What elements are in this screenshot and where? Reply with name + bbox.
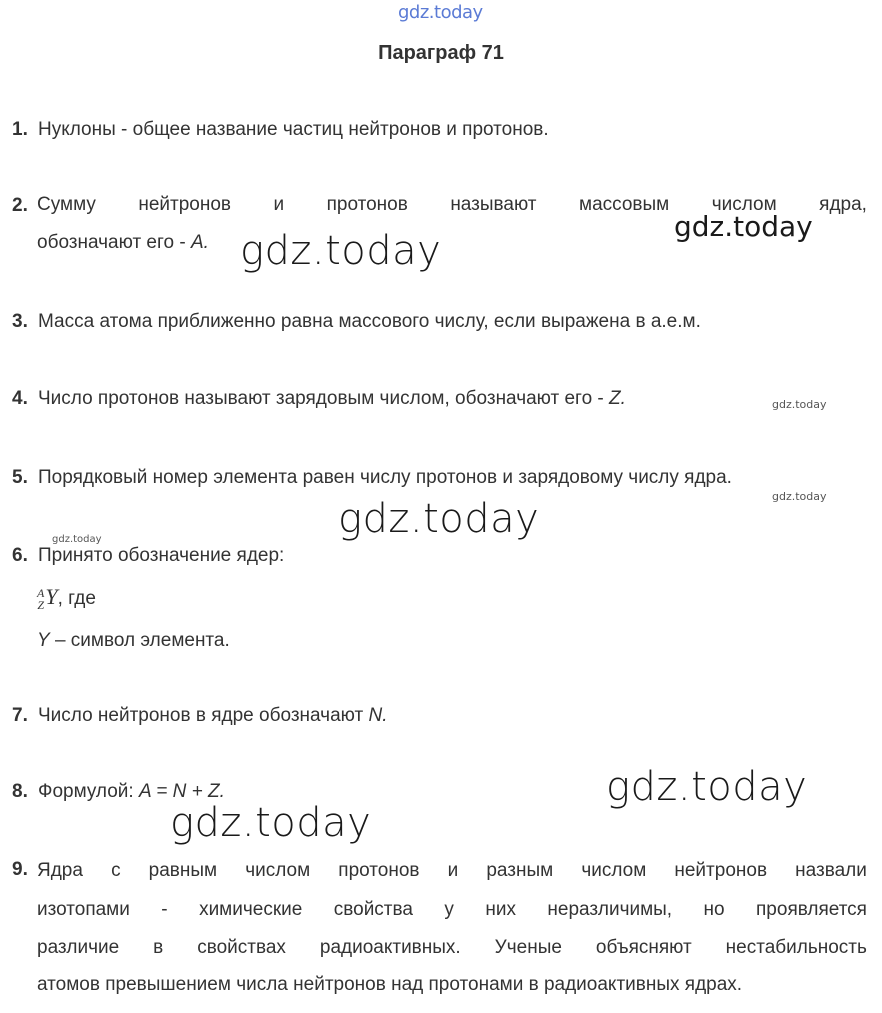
item-number: 4. xyxy=(12,388,28,409)
word: числом xyxy=(711,194,777,215)
word: нестабильность xyxy=(725,937,867,958)
word: ядра, xyxy=(819,194,867,215)
charge-number: Z xyxy=(37,597,45,612)
watermark: gdz.today xyxy=(772,398,827,411)
watermark-top: gdz.today xyxy=(398,2,483,23)
item-text: Число протонов называют зарядовым числом, обозначают его - xyxy=(38,388,610,409)
word: - xyxy=(161,899,168,920)
list-item xyxy=(12,697,387,735)
list-item xyxy=(12,111,549,149)
element-symbol: Y xyxy=(45,584,58,609)
word: радиоактивных. xyxy=(319,937,461,958)
word: называют xyxy=(450,194,537,215)
item-text-line xyxy=(37,194,867,216)
word: проявляется xyxy=(756,899,867,920)
item-text: Принято обозначение ядер: xyxy=(38,545,285,566)
item-number: 9. xyxy=(12,859,28,880)
word: нейтронов xyxy=(674,860,768,881)
watermark: gdz.today xyxy=(52,534,102,545)
word: числом xyxy=(581,860,647,881)
item-number: 7. xyxy=(12,705,28,726)
item-text-line xyxy=(37,232,209,254)
variable: Y xyxy=(37,630,50,651)
word: но xyxy=(703,899,725,920)
mass-number: A xyxy=(37,585,45,600)
word: и xyxy=(447,860,459,881)
word: свойствах xyxy=(197,937,286,958)
list-item xyxy=(12,773,225,811)
word: химические xyxy=(199,899,303,920)
item-number: 1. xyxy=(12,119,28,140)
list-item xyxy=(12,380,626,418)
item-number: 8. xyxy=(12,781,28,802)
item-text-line xyxy=(37,630,230,652)
word: неразличимы, xyxy=(547,899,673,920)
watermark: gdz.today xyxy=(240,228,442,274)
list-item xyxy=(12,187,38,225)
nuclear-notation xyxy=(37,584,96,611)
item-text-line xyxy=(37,899,867,921)
list-item xyxy=(12,303,701,341)
word: нейтронов xyxy=(138,194,232,215)
item-text: Нуклоны - общее название частиц нейтронов и протонов. xyxy=(38,119,549,140)
item-text: Число нейтронов в ядре обозначают xyxy=(38,705,369,726)
watermark: gdz.today xyxy=(338,496,540,542)
word: Ученые xyxy=(494,937,562,958)
word: различие xyxy=(37,937,120,958)
list-item xyxy=(12,537,284,575)
item-number: 2. xyxy=(12,195,28,216)
item-text-line xyxy=(37,937,867,959)
watermark: gdz.today xyxy=(606,764,808,810)
word: изотопами xyxy=(37,899,130,920)
word: с xyxy=(111,860,121,881)
watermark: gdz.today xyxy=(772,490,827,503)
word: протонов xyxy=(326,194,408,215)
word: протонов xyxy=(338,860,420,881)
watermark: gdz.today xyxy=(674,210,813,243)
word: них xyxy=(485,899,516,920)
variable: A. xyxy=(190,232,209,253)
item-text: обозначают его - xyxy=(37,232,191,253)
item-number: 6. xyxy=(12,545,28,566)
word: числом xyxy=(245,860,311,881)
word: массовым xyxy=(579,194,670,215)
variable: N. xyxy=(368,705,388,726)
item-number: 3. xyxy=(12,311,28,332)
word: объясняют xyxy=(595,937,692,958)
formula: A = N + Z. xyxy=(138,781,225,802)
item-text: – символ элемента. xyxy=(49,630,230,651)
item-text-line xyxy=(37,860,867,882)
word: равным xyxy=(148,860,218,881)
word: Сумму xyxy=(37,194,96,215)
item-text: , где xyxy=(57,588,96,609)
word: свойства xyxy=(333,899,413,920)
item-text: Масса атома приближенно равна массового числу, если выражена в а.е.м. xyxy=(38,311,701,332)
list-item xyxy=(12,459,732,497)
notation-indices xyxy=(37,587,44,611)
watermark: gdz.today xyxy=(170,800,372,846)
list-item xyxy=(12,851,38,889)
item-text: Порядковый номер элемента равен числу протонов и зарядовому числу ядра. xyxy=(38,467,732,488)
item-text: Формулой: xyxy=(38,781,139,802)
word: в xyxy=(153,937,164,958)
item-number: 5. xyxy=(12,467,28,488)
page-title: Параграф 71 xyxy=(378,42,504,64)
variable: Z. xyxy=(609,388,626,409)
word: и xyxy=(273,194,285,215)
word: Ядра xyxy=(37,860,83,881)
word: у xyxy=(444,899,454,920)
item-text-line: атомов превышением числа нейтронов над протонами в радиоактивных ядрах. xyxy=(37,974,743,995)
word: назвали xyxy=(795,860,867,881)
word: разным xyxy=(486,860,554,881)
